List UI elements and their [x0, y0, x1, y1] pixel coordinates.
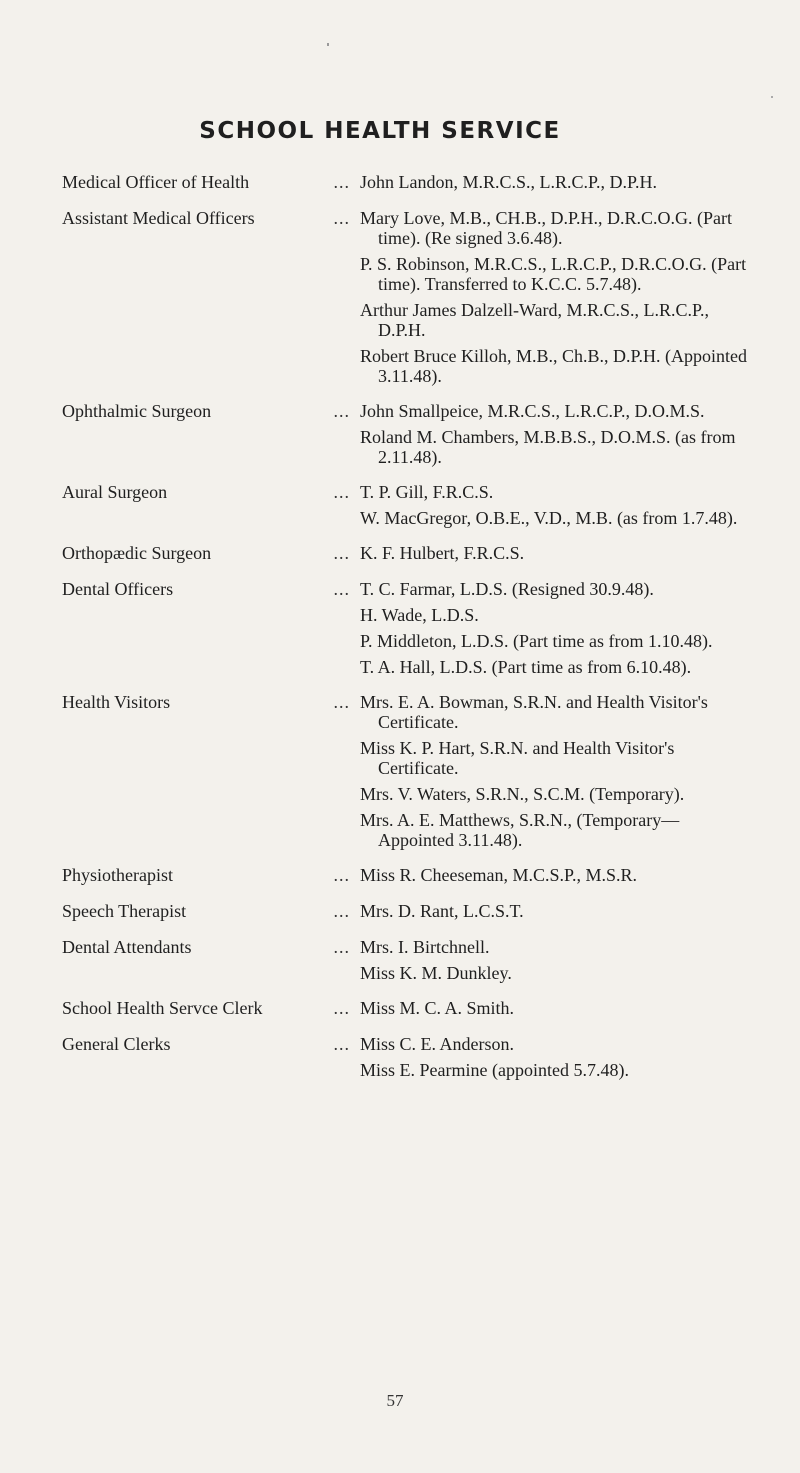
person-entry: Miss C. E. Anderson.: [360, 1034, 515, 1054]
role-cell: [62, 579, 360, 677]
person-entry: Miss E. Pearmine (appointed 5.7.48).: [360, 1060, 629, 1080]
role-cell: [62, 937, 360, 983]
role-cell: [62, 208, 360, 386]
leader-dots: ...: [333, 1034, 350, 1054]
person-entry: Mary Love, M.B., CH.B., D.P.H., D.R.C.O.G. (Part time). (Re signed 3.6.48).: [360, 208, 733, 248]
page-title: SCHOOL HEALTH SERVICE: [199, 118, 561, 144]
persons-cell: [360, 901, 752, 922]
persons-cell: [360, 543, 752, 564]
person-entry: T. P. Gill, F.R.C.S.: [360, 482, 494, 502]
staff-entry: [62, 482, 752, 528]
person-entry: T. A. Hall, L.D.S. (Part time as from 6.10.48).: [360, 657, 692, 677]
role-label: Speech Therapist: [62, 901, 187, 921]
staff-entry: [62, 998, 752, 1019]
paper-speck: [771, 96, 773, 98]
leader-dots: ...: [333, 579, 350, 599]
role-label: Medical Officer of Health: [62, 172, 250, 192]
role-cell: [62, 998, 360, 1019]
leader-dots: ...: [333, 865, 350, 885]
leader-dots: ...: [333, 172, 350, 192]
persons-cell: [360, 208, 752, 386]
person-entry: W. MacGregor, O.B.E., V.D., M.B. (as from 1.7.48).: [360, 508, 738, 528]
persons-cell: [360, 579, 752, 677]
page-number: 57: [386, 1391, 404, 1410]
role-label: General Clerks: [62, 1034, 171, 1054]
person-entry: Mrs. V. Waters, S.R.N., S.C.M. (Temporary).: [360, 784, 685, 804]
paper-speck: [327, 43, 329, 46]
person-entry: P. S. Robinson, M.R.C.S., L.R.C.P., D.R.C.O.G. (Part time). Transferred to K.C.C. 5.7.48).: [360, 254, 747, 294]
leader-dots: ...: [333, 208, 350, 228]
persons-cell: [360, 692, 752, 850]
person-entry: P. Middleton, L.D.S. (Part time as from 1.10.48).: [360, 631, 713, 651]
person-entry: H. Wade, L.D.S.: [360, 605, 479, 625]
staff-entry: [62, 692, 752, 850]
role-label: School Health Servce Clerk: [62, 998, 263, 1018]
persons-cell: [360, 998, 752, 1019]
role-label: Aural Surgeon: [62, 482, 168, 502]
persons-cell: [360, 1034, 752, 1080]
person-entry: John Landon, M.R.C.S., L.R.C.P., D.P.H.: [360, 172, 658, 192]
role-cell: [62, 692, 360, 850]
leader-dots: ...: [333, 543, 350, 563]
staff-entry: [62, 865, 752, 886]
person-entry: Mrs. A. E. Matthews, S.R.N., (Temporary—Appointed 3.11.48).: [360, 810, 680, 850]
role-label: Dental Officers: [62, 579, 174, 599]
leader-dots: ...: [333, 482, 350, 502]
persons-cell: [360, 865, 752, 886]
person-entry: K. F. Hulbert, F.R.C.S.: [360, 543, 525, 563]
role-cell: [62, 1034, 360, 1080]
persons-cell: [360, 937, 752, 983]
person-entry: John Smallpeice, M.R.C.S., L.R.C.P., D.O.M.S.: [360, 401, 705, 421]
role-label: Orthopædic Surgeon: [62, 543, 212, 563]
leader-dots: ...: [333, 901, 350, 921]
leader-dots: ...: [333, 692, 350, 712]
role-cell: [62, 543, 360, 564]
staff-list: [62, 172, 752, 1095]
person-entry: Miss K. M. Dunkley.: [360, 963, 512, 983]
staff-entry: [62, 579, 752, 677]
staff-entry: [62, 401, 752, 467]
person-entry: Roland M. Chambers, M.B.B.S., D.O.M.S. (as from 2.11.48).: [360, 427, 736, 467]
leader-dots: ...: [333, 401, 350, 421]
persons-cell: [360, 482, 752, 528]
person-entry: T. C. Farmar, L.D.S. (Resigned 30.9.48).: [360, 579, 654, 599]
person-entry: Mrs. E. A. Bowman, S.R.N. and Health Visitor's Certificate.: [360, 692, 708, 732]
person-entry: Miss M. C. A. Smith.: [360, 998, 515, 1018]
person-entry: Miss K. P. Hart, S.R.N. and Health Visitor's Certificate.: [360, 738, 675, 778]
leader-dots: ...: [333, 937, 350, 957]
leader-dots: ...: [333, 998, 350, 1018]
role-label: Ophthalmic Surgeon: [62, 401, 212, 421]
role-cell: [62, 865, 360, 886]
staff-entry: [62, 172, 752, 193]
staff-entry: [62, 208, 752, 386]
role-label: Dental Attendants: [62, 937, 192, 957]
role-label: Physiotherapist: [62, 865, 173, 885]
persons-cell: [360, 401, 752, 467]
staff-entry: [62, 543, 752, 564]
staff-entry: [62, 901, 752, 922]
staff-entry: [62, 1034, 752, 1080]
role-label: Assistant Medical Officers: [62, 208, 255, 228]
role-cell: [62, 901, 360, 922]
person-entry: Miss R. Cheeseman, M.C.S.P., M.S.R.: [360, 865, 638, 885]
role-cell: [62, 172, 360, 193]
person-entry: Arthur James Dalzell-Ward, M.R.C.S., L.R.C.P., D.P.H.: [360, 300, 710, 340]
persons-cell: [360, 172, 752, 193]
person-entry: Mrs. D. Rant, L.C.S.T.: [360, 901, 524, 921]
role-cell: [62, 401, 360, 467]
staff-entry: [62, 937, 752, 983]
role-label: Health Visitors: [62, 692, 171, 712]
person-entry: Robert Bruce Killoh, M.B., Ch.B., D.P.H. (Appointed 3.11.48).: [360, 346, 747, 386]
role-cell: [62, 482, 360, 528]
person-entry: Mrs. I. Birtchnell.: [360, 937, 490, 957]
